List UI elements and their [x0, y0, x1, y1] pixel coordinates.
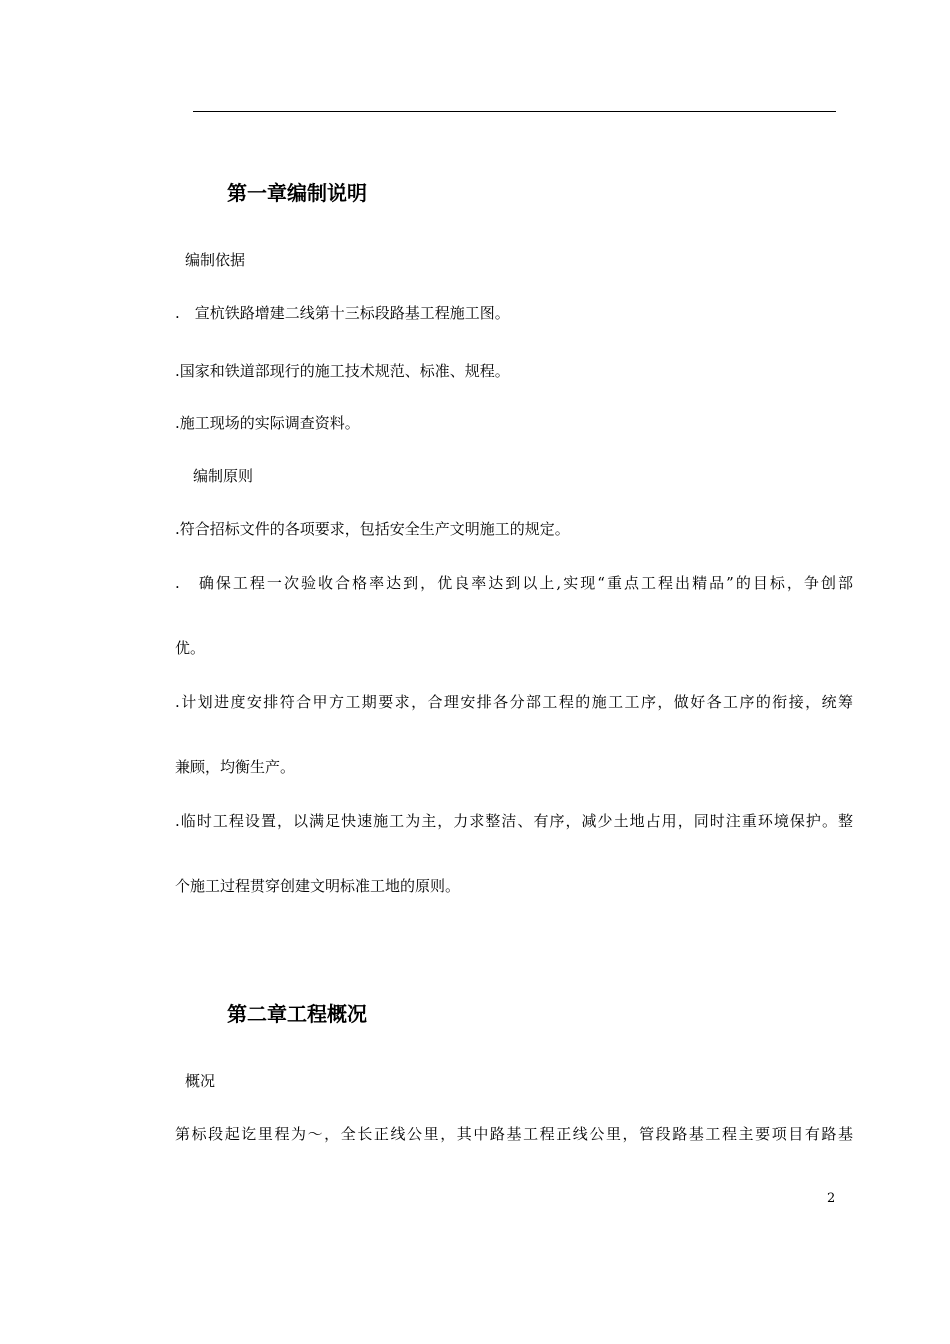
principle-item-3-line2: 兼顾，均衡生产。: [175, 758, 296, 776]
principle-item-4-line1: .临时工程设置，以满足快速施工为主，力求整洁、有序，减少土地占用，同时注重环境保护。整: [175, 812, 853, 830]
basis-item-2: .国家和铁道部现行的施工技术规范、标准、规程。: [175, 362, 510, 380]
basis-item-3: .施工现场的实际调查资料。: [175, 414, 360, 432]
principles-heading: 编制原则: [193, 467, 254, 485]
overview-line-1: 第标段起讫里程为～，全长正线公里，其中路基工程正线公里，管段路基工程主要项目有路基: [175, 1125, 853, 1143]
overview-heading: 概况: [185, 1072, 216, 1090]
chapter1-title: 第一章编制说明: [227, 181, 367, 205]
basis-heading: 编制依据: [185, 251, 246, 269]
page-number: 2: [827, 1191, 836, 1206]
principle-item-2-line1: . 确保工程一次验收合格率达到，优良率达到以上,实现“重点工程出精品”的目标，争创部: [175, 574, 853, 592]
basis-item-1: . 宣杭铁路增建二线第十三标段路基工程施工图。: [175, 304, 510, 322]
header-rule: [193, 111, 836, 112]
principle-item-2-line2: 优。: [175, 639, 206, 657]
principle-item-4-line2: 个施工过程贯穿创建文明标准工地的原则。: [175, 877, 461, 895]
chapter2-title: 第二章工程概况: [227, 1002, 367, 1026]
principle-item-1: .符合招标文件的各项要求，包括安全生产文明施工的规定。: [175, 520, 570, 538]
principle-item-3-line1: .计划进度安排符合甲方工期要求，合理安排各分部工程的施工工序，做好各工序的衔接，统筹: [175, 693, 853, 711]
